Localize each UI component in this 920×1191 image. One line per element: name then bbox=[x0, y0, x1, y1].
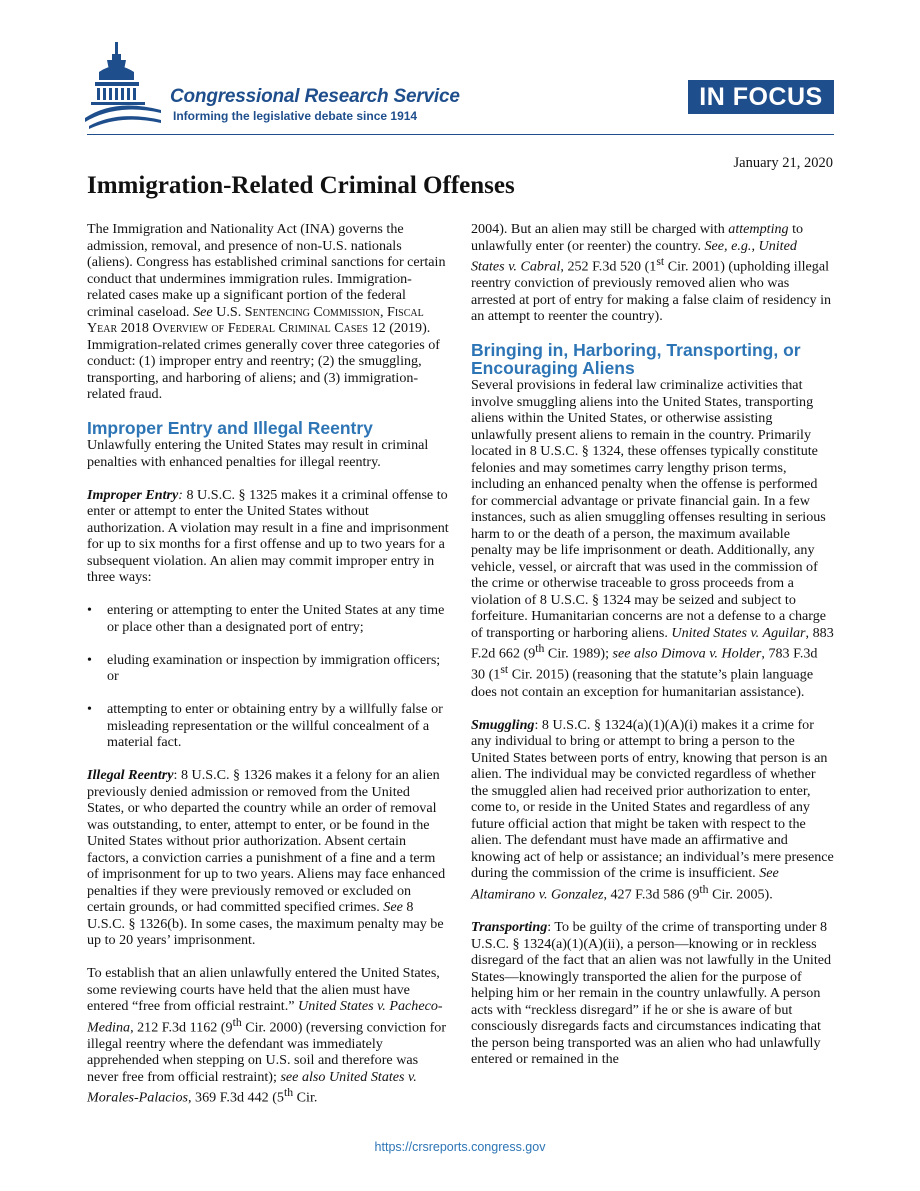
footer-url-link[interactable]: https://crsreports.congress.gov bbox=[374, 1140, 546, 1154]
transporting-paragraph: Transporting: To be guilty of the crime of transporting under 8 U.S.C. § 1324(a)(1)(A)(ii), a person—knowing or in reckless disregard of the fact that an alien was not lawfully in the United States—knowingly transported the alien for the purpose of helping him or her remain in the country unlawfully. A person acts with “reckless disregard” if he or she is aware of but consciously disregards facts and circumstances indicating that the person being transported was an alien who had unlawfully entered or remained in the bbox=[471, 919, 832, 1068]
page-title: Immigration-Related Criminal Offenses bbox=[87, 172, 515, 199]
in-focus-badge: IN FOCUS bbox=[688, 80, 834, 114]
intro-paragraph: The Immigration and Nationality Act (INA) governs the admission, removal, and presence of non-U.S. nationals (aliens). Congress has established criminal sanctions for certain conduct that undermines immigration rules. Immigration-related cases make up a significant portion of the federal criminal caseload. See U.S. Sentencing Commission, Fiscal Year 2018 Overview of Federal Criminal Cases 12 (2019). Immigration-related crimes generally cover three categories of conduct: (1) improper entry and reentry; (2) the smuggling, transporting, and harboring of aliens; and (3) immigration-related fraud. bbox=[87, 221, 446, 402]
right-column bbox=[471, 221, 834, 1084]
list-item: • eluding examination or inspection by immigration officers; or bbox=[87, 651, 441, 684]
list-item: • attempting to enter or obtaining entry by a willfully false or misleading representation or the willful concealment of a material fact. bbox=[87, 701, 443, 750]
bringing-in-paragraph: Several provisions in federal law criminalize activities that involve smuggling aliens into the United States, transporting aliens within the United States, or otherwise assisting unlawfully present aliens to remain in the country. Primarily located in 8 U.S.C. § 1324, these offenses typically constitute felonies and may sometimes carry lengthy prison terms, including an enhanced penalty when the offense is performed for commercial advantage or private financial gain. In a few instances, such as alien smuggling offenses resulting in serious harm to or the death of a person, the maximum available penalty may be life imprisonment or death. Additionally, any vehicle, vessel, or aircraft that was used in the commission of the crime or otherwise traceable to gross proceeds from a violation of 8 U.S.C. § 1324 may be seized and subject to forfeiture. Humanitarian concerns are not a defense to a charge of transporting or harboring aliens. United States v. Aguilar, 883 F.2d 662 (9th Cir. 1989); see also Dimova v. Holder, 783 F.3d 30 (1st Cir. 2015) (reasoning that the statute’s plain language does not contain an exception for humanitarian assistance). bbox=[471, 377, 834, 700]
improper-entry-intro: Unlawfully entering the United States may result in criminal penalties with enhanced penalties for illegal reentry. bbox=[87, 437, 429, 470]
left-column bbox=[87, 221, 450, 1123]
smuggling-paragraph: Smuggling: 8 U.S.C. § 1324(a)(1)(A)(i) makes it a crime for any individual to bring or attempt to bring a person to the United States between ports of entry, knowing that person is an alien. The individual may be convicted regardless of whether the smuggled alien had received prior authorization to enter, come to, or reside in the United States and regardless of any future official action that might be taken with respect to the alien. The defendant must have made an affirmative and knowing act of help or assistance; an individual’s mere presence during the commission of the crime is insufficient. See Altamirano v. Gonzalez, 427 F.3d 586 (9th Cir. 2005). bbox=[471, 716, 834, 903]
list-item: • entering or attempting to enter the United States at any time or place other than a designated port of entry; bbox=[87, 602, 445, 635]
report-header bbox=[0, 0, 920, 140]
org-tagline: Informing the legislative debate since 1914 bbox=[173, 109, 418, 123]
illegal-reentry-paragraph: Illegal Reentry: 8 U.S.C. § 1326 makes it a felony for an alien previously denied admission or removed from the United States, or who departed the country while an order of removal was outstanding, to enter, attempt to enter, or be found in the United States without prior authorization. Absent certain factors, a conviction carries a punishment of a fine and a term of imprisonment for up to two years. Aliens may face enhanced penalties if they were previously removed or excluded on certain grounds, or had committed specified crimes. See 8 U.S.C. § 1326(b). In some cases, the maximum penalty may be up to 20 years’ imprisonment. bbox=[87, 767, 446, 948]
continuation-paragraph: 2004). But an alien may still be charged with attempting to unlawfully enter (or reenter) the country. See, e.g., United States v. Cabral, 252 F.3d 520 (1st Cir. 2001) (upholding illegal reentry conviction of previously removed alien who was arrested at port of entry for making a false claim of residency in an attempt to reenter the country). bbox=[471, 221, 832, 325]
improper-entry-list bbox=[87, 602, 450, 751]
report-date: January 21, 2020 bbox=[733, 155, 833, 171]
capitol-dome-icon bbox=[85, 42, 165, 130]
establish-paragraph: To establish that an alien unlawfully entered the United States, some reviewing courts have held that the alien must have entered “free from official restraint.” United States v. Pacheco-Medina, 212 F.3d 1162 (9th Cir. 2000) (reversing conviction for illegal reentry where the defendant was immediately apprehended when stepping on U.S. soil and therefore was never free from official restraint); see also United States v. Morales-Palacios, 369 F.3d 442 (5th Cir. bbox=[87, 965, 447, 1106]
section-heading-improper-entry: Improper Entry and Illegal Reentry bbox=[87, 418, 373, 438]
improper-entry-paragraph: Improper Entry: 8 U.S.C. § 1325 makes it a criminal offense to enter or attempt to enter the United States without authorization. A violation may result in a fine and imprisonment for up to six months for a first offense and up to two years for a subsequent violation. An alien may commit improper entry in three ways: bbox=[87, 486, 449, 585]
header-divider bbox=[87, 134, 834, 135]
section-heading-bringing-in: Bringing in, Harboring, Transporting, or Encouraging Aliens bbox=[471, 340, 801, 379]
org-name: Congressional Research Service bbox=[170, 86, 460, 107]
